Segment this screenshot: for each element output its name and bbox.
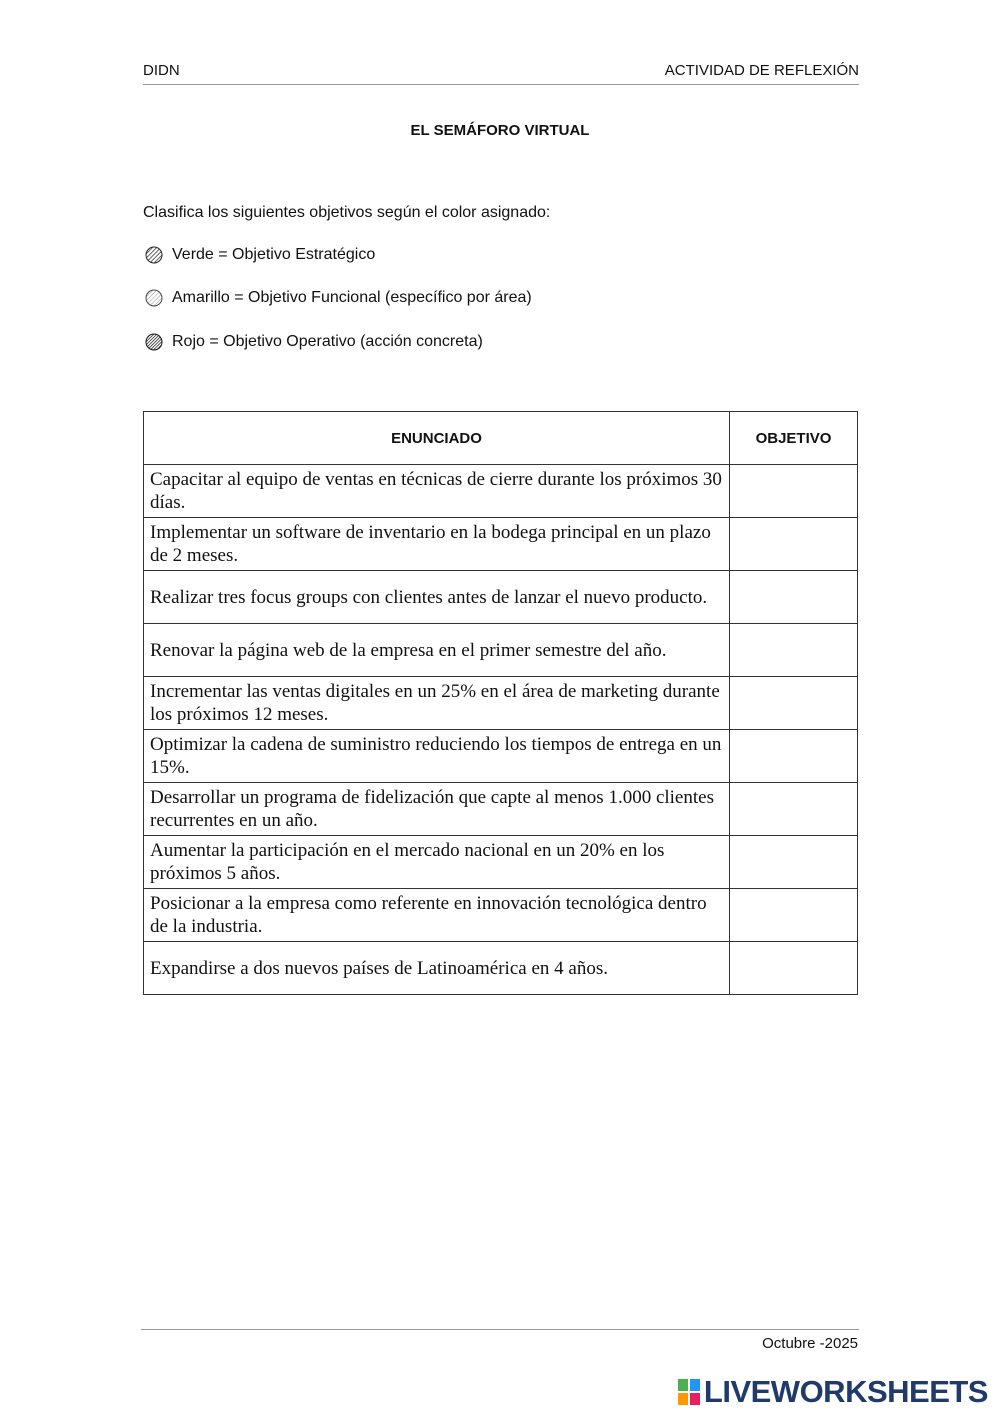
table-row — [144, 730, 858, 783]
page-title: EL SEMÁFORO VIRTUAL — [410, 122, 590, 139]
light-hatched-circle-icon — [145, 289, 163, 307]
statement-cell: Expandirse a dos nuevos países de Latinoamérica en 4 años. — [144, 942, 730, 995]
statement-cell: Incrementar las ventas digitales en un 25% en el área de marketing durante los próximos 12 meses. — [144, 677, 730, 730]
liveworksheets-logo-icon — [678, 1379, 700, 1405]
answer-cell[interactable] — [730, 518, 858, 571]
statement-cell: Capacitar al equipo de ventas en técnicas de cierre durante los próximos 30 días. — [144, 465, 730, 518]
answer-cell[interactable] — [730, 836, 858, 889]
brand-name: LIVEWORKSHEETS — [703, 1374, 988, 1409]
table-row — [144, 465, 858, 518]
answer-cell[interactable] — [730, 889, 858, 942]
statement-cell: Aumentar la participación en el mercado nacional en un 20% en los próximos 5 años. — [144, 836, 730, 889]
statement-cell: Realizar tres focus groups con clientes antes de lanzar el nuevo producto. — [144, 571, 730, 624]
statement-cell: Desarrollar un programa de fidelización que capte al menos 1.000 clientes recurrentes en un año. — [144, 783, 730, 836]
legend-item-rojo — [145, 333, 483, 351]
table-row — [144, 783, 858, 836]
objectives-table — [143, 411, 858, 995]
answer-cell[interactable] — [730, 624, 858, 677]
legend-item-amarillo — [145, 289, 532, 307]
table-row — [144, 518, 858, 571]
page-header — [143, 60, 859, 85]
table-row — [144, 624, 858, 677]
answer-cell[interactable] — [730, 677, 858, 730]
hatched-circle-icon — [145, 246, 163, 264]
legend-label: Amarillo = Objetivo Funcional (específico por área) — [172, 289, 532, 306]
table-header-row — [144, 412, 858, 465]
footer-date: Octubre -2025 — [762, 1335, 858, 1352]
statement-cell: Optimizar la cadena de suministro reduciendo los tiempos de entrega en un 15%. — [144, 730, 730, 783]
table-row — [144, 942, 858, 995]
column-header-objetivo: OBJETIVO — [730, 412, 858, 465]
column-header-enunciado: ENUNCIADO — [144, 412, 730, 465]
instruction-text: Clasifica los siguientes objetivos según el color asignado: — [143, 204, 551, 221]
answer-cell[interactable] — [730, 942, 858, 995]
header-right-text: ACTIVIDAD DE REFLEXIÓN — [664, 62, 859, 79]
header-left-text: DIDN — [143, 62, 180, 79]
table-row — [144, 836, 858, 889]
legend-label: Verde = Objetivo Estratégico — [172, 246, 376, 263]
answer-cell[interactable] — [730, 571, 858, 624]
statement-cell: Posicionar a la empresa como referente en innovación tecnológica dentro de la industria. — [144, 889, 730, 942]
answer-cell[interactable] — [730, 783, 858, 836]
table-row — [144, 571, 858, 624]
dense-hatched-circle-icon — [145, 333, 163, 351]
legend-item-verde — [145, 246, 375, 264]
table-row — [144, 677, 858, 730]
statement-cell: Renovar la página web de la empresa en el primer semestre del año. — [144, 624, 730, 677]
answer-cell[interactable] — [730, 465, 858, 518]
answer-cell[interactable] — [730, 730, 858, 783]
footer-divider — [141, 1329, 859, 1330]
table-row — [144, 889, 858, 942]
legend-label: Rojo = Objetivo Operativo (acción concreta) — [172, 333, 483, 350]
liveworksheets-brand — [678, 1374, 988, 1410]
statement-cell: Implementar un software de inventario en la bodega principal en un plazo de 2 meses. — [144, 518, 730, 571]
